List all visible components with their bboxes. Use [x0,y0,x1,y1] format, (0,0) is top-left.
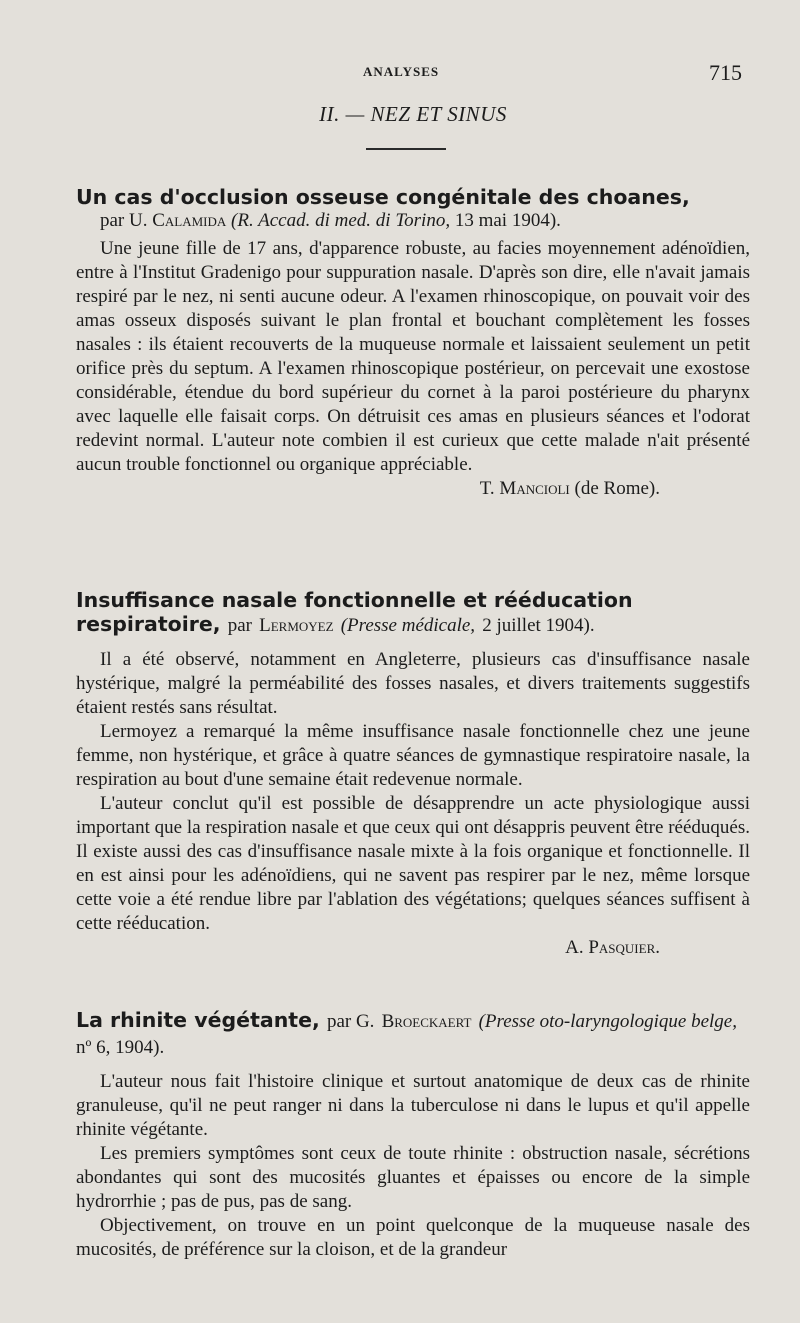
byline-source: (R. Accad. di med. di Torino, [231,210,451,231]
article-paragraph: Objectivement, on trouve en un point quelconque de la muqueuse nasale des mucosités, de préférence sur la cloison, et de la grandeur [76,1215,750,1260]
article-signature [76,477,750,501]
byline-date: 2 juillet 1904). [482,615,595,636]
article-rhinite-vegetante [76,1008,750,1262]
byline-author: Broeckaert [381,1011,472,1032]
article-byline [100,209,750,233]
article-paragraph: L'auteur conclut qu'il est possible de désapprendre un acte physiologique aussi important que la respiration nasale et que ceux qui ont désappris peuvent être rééduqués. Il existe aussi des cas d'insuffisance nasale mixte à la fois organique et fonctionnelle. Il en est ainsi pour les adénoïdiens, qui ne savent pas respirer par le nez, même lorsque cette voie a été rendue libre par l'ablation des végétations; quelques séances suffisent à cette rééducation. [76,793,750,934]
article-title-text: Insuffisance nasale fonctionnelle et rééducation respiratoire, [76,588,633,636]
article-paragraph: Lermoyez a remarqué la même insuffisance nasale fonctionnelle chez une jeune femme, non hystérique, et grâce à quatre séances de gymnastique respiratoire nasale, la respiration au bout d'une semaine était redevenue normale. [76,721,750,790]
byline-source: (Presse médicale, [340,615,476,636]
signature-place: (de Rome). [574,478,660,499]
byline-date: nº 6, 1904). [76,1037,165,1058]
running-head-title: ANALYSES [363,64,440,79]
signature-initial: T. [479,478,495,499]
signature-initial: A. [565,937,584,958]
byline-author: Lermoyez [259,615,334,636]
article-signature [76,936,750,960]
article-title: Un cas d'occlusion osseuse congénitale des choanes, [76,185,690,209]
article-title [76,588,750,638]
byline-par: par [227,615,252,636]
page-number: 715 [709,60,742,85]
byline-source: (Presse oto-laryngologique belge, [478,1011,737,1032]
article-paragraph: Les premiers symptômes sont ceux de toute rhinite : obstruction nasale, sécrétions abondantes qui sont des mucosités gluantes et épaisses ou encore de la simple hydrorrhie ; pas de pus, pas de sang. [76,1143,750,1212]
article-paragraph: L'auteur nous fait l'histoire clinique et surtout anatomique de deux cas de rhinite granuleuse, qu'il ne peut ranger ni dans la tuberculose ni dans le lupus et qu'il appelle rhinite végétante. [76,1071,750,1140]
section-title: II. — NEZ ET SINUS [319,102,507,126]
article-paragraph: Il a été observé, notamment en Angleterre, plusieurs cas d'insuffisance nasale hystérique, malgré la perméabilité des fosses nasales, et divers traitements suggestifs étaient restés sans résultat. [76,649,750,718]
article-title-text: La rhinite végétante, [76,1008,320,1032]
byline-date: 13 mai 1904). [454,210,561,231]
signature-name: Mancioli [499,478,570,499]
byline-par: par U. [100,210,148,231]
byline-author: Calamida [152,210,227,231]
article-occlusion-choanes [76,185,750,501]
running-head [76,60,750,88]
article-title [76,1008,750,1060]
article-insuffisance-nasale [76,588,750,960]
article-paragraph: Une jeune fille de 17 ans, d'apparence robuste, au facies moyennement adénoïdien, entre à l'Institut Gradenigo pour suppuration nasale. D'après son dire, elle n'avait jamais respiré par le nez, ni senti aucune odeur. A l'examen rhinoscopique, on pouvait voir des amas osseux disposés suivant le plan frontal et bouchant complètement les fosses nasales : ils étaient recouverts de la muqueuse normale et laissaient seulement un petit orifice près du septum. A l'examen rhinoscopique postérieur, on percevait une exostose considérable, étendue du bord supérieur du cornet à la paroi postérieure du pharynx avec laquelle elle faisait corps. On détruisit ces amas en plusieurs séances et l'odorat redevint normal. L'auteur note combien il est curieux que cette malade n'ait présenté aucun trouble fonctionnel ou organique appréciable. [76,238,750,475]
section-rule [366,148,446,150]
byline-par: par G. [326,1011,375,1032]
signature-name: Pasquier. [588,937,660,958]
